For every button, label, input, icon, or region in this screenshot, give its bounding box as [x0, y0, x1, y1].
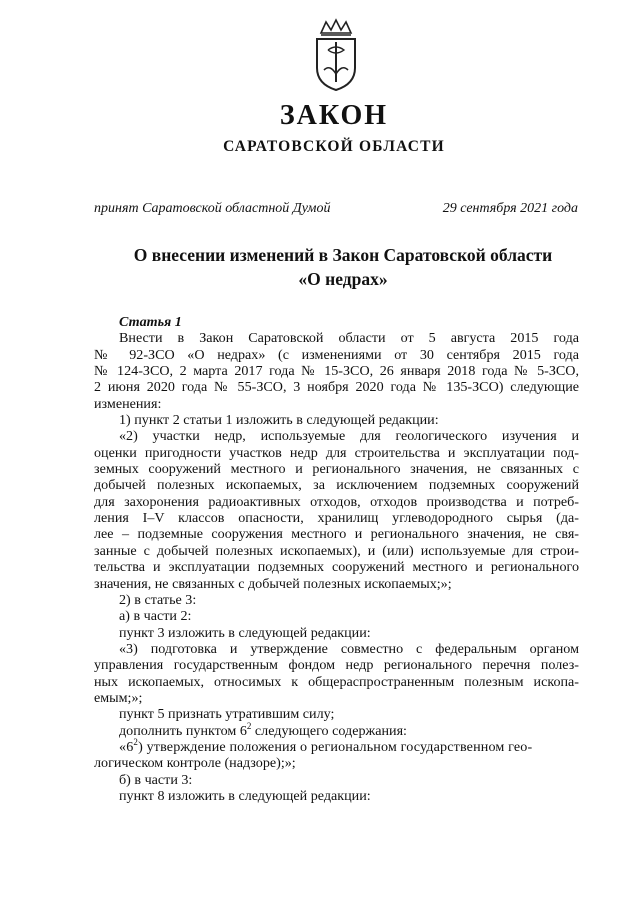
- text-line: [94, 720, 579, 739]
- text-line: тельства и эксплуатации подземных сооружений местного и регионального: [94, 559, 579, 576]
- text-line: Внести в Закон Саратовской области от 5 августа 2015 года: [119, 330, 579, 347]
- text-fragment: следующего содержания:: [251, 722, 407, 739]
- article-label: Статья 1: [119, 314, 182, 330]
- text-line: «2) участки недр, используемые для геологического изучения и: [119, 428, 579, 445]
- text-line: ных ископаемых, относимых к общераспространенным полезным ископа-: [94, 673, 579, 690]
- heading-line-2: «О недрах»: [298, 269, 388, 289]
- text-line: изменения:: [94, 395, 162, 412]
- text-line: добычей полезных ископаемых, за исключением подземных сооружений: [94, 477, 579, 494]
- text-fragment: «6: [119, 738, 134, 755]
- text-line: земных сооружений местного и регионального значения, не связанных с: [94, 461, 579, 478]
- text-line: пункт 3 изложить в следующей редакции:: [119, 624, 371, 641]
- document-heading: [88, 243, 598, 291]
- adopted-by: принят Саратовской областной Думой: [94, 201, 331, 216]
- text-line: «3) подготовка и утверждение совместно с федеральным органом: [119, 640, 579, 657]
- text-line: занные с добычей полезных ископаемых), и (или) используемые для строи-: [94, 542, 579, 559]
- superscript: 2: [133, 736, 139, 747]
- text-line: пункт 5 признать утратившим силу;: [119, 706, 335, 723]
- text-fragment: дополнить пунктом 6: [119, 722, 247, 739]
- text-line: для захоронения радиоактивных отходов, отходов производства и потреб-: [94, 493, 579, 510]
- coat-of-arms-icon: [311, 18, 361, 92]
- text-line: а) в части 2:: [119, 608, 192, 625]
- text-line: пункт 8 изложить в следующей редакции:: [119, 787, 371, 804]
- law-title: ЗАКОН: [279, 100, 389, 131]
- adopted-date: 29 сентября 2021 года: [442, 201, 578, 216]
- text-line: № 124-ЗСО, 2 марта 2017 года № 15-ЗСО, 26 января 2018 года № 5-ЗСО,: [94, 363, 579, 380]
- text-line: [94, 736, 579, 755]
- region-name: САРАТОВСКОЙ ОБЛАСТИ: [223, 138, 445, 155]
- text-line: значения, не связанных с добычей полезных ископаемых;»;: [94, 575, 452, 592]
- text-line: емым;»;: [94, 689, 143, 706]
- text-line: оценки пригодности участков недр для строительства и эксплуатации под-: [94, 444, 579, 461]
- text-line: № 92-ЗСО «О недрах» (с изменениями от 30 сентября 2015 года: [94, 346, 579, 363]
- text-line: управления государственным фондом недр регионального перечня полез-: [94, 657, 579, 674]
- text-line: 2 июня 2020 года № 55-ЗСО, 3 ноября 2020 года № 135-ЗСО) следующие: [94, 379, 579, 396]
- text-line: 2) в статье 3:: [119, 591, 197, 608]
- text-fragment: ) утверждение положения о региональном государственном гео-: [138, 738, 533, 755]
- text-line: логическом контроле (надзоре);»;: [94, 755, 296, 772]
- heading-line-1: О внесении изменений в Закон Саратовской области: [133, 245, 553, 265]
- text-line: б) в части 3:: [119, 771, 193, 788]
- text-line: 1) пункт 2 статьи 1 изложить в следующей редакции:: [119, 412, 439, 429]
- superscript: 2: [246, 720, 252, 731]
- text-line: ления I–V классов опасности, хранилищ углеводородного сырья (да-: [94, 510, 579, 527]
- text-line: лее – подземные сооружения местного и регионального значения, не свя-: [94, 526, 579, 543]
- adoption-line: [94, 201, 578, 217]
- article-body: [94, 314, 579, 804]
